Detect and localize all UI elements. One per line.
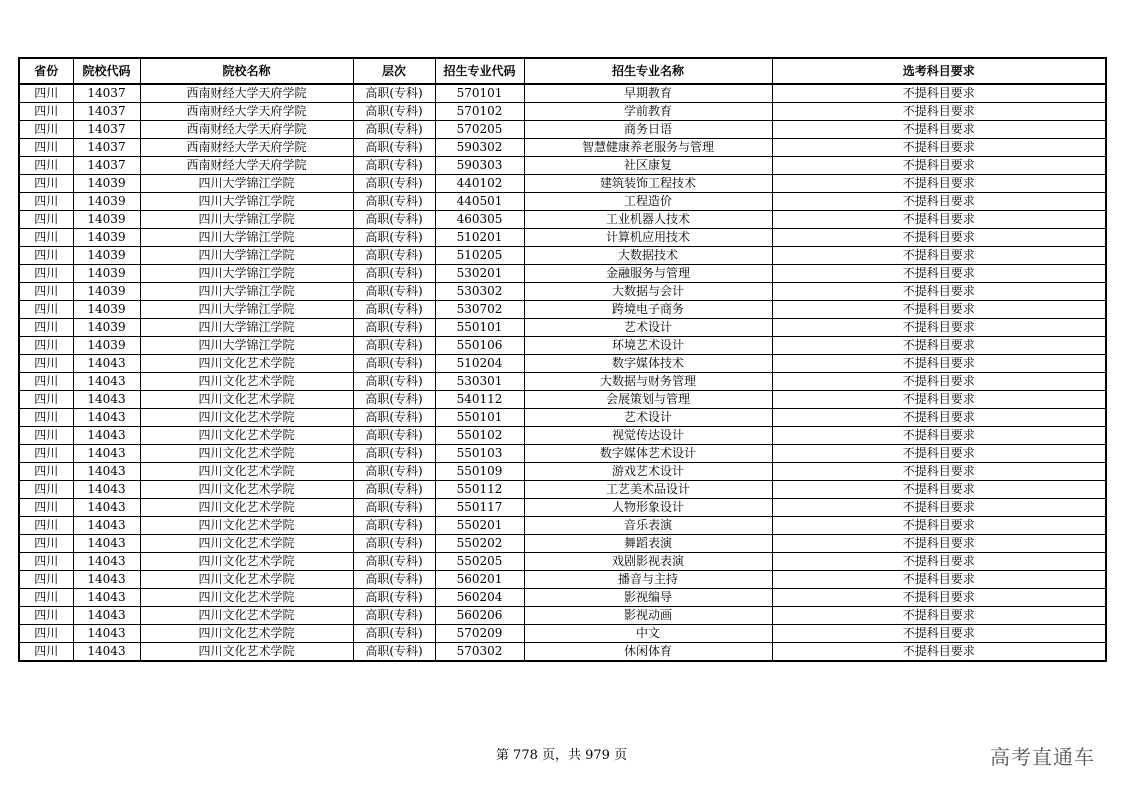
cell-province: 四川 <box>19 121 73 139</box>
cell-school-code: 14043 <box>73 409 140 427</box>
cell-level: 高职(专科) <box>353 481 435 499</box>
cell-major-name: 工程造价 <box>524 193 772 211</box>
cell-province: 四川 <box>19 319 73 337</box>
table-row <box>19 265 1106 283</box>
cell-school-name: 四川文化艺术学院 <box>140 445 353 463</box>
cell-province: 四川 <box>19 535 73 553</box>
table-row <box>19 409 1106 427</box>
cell-subject-requirement: 不提科目要求 <box>772 571 1106 589</box>
cell-school-code: 14039 <box>73 175 140 193</box>
cell-level: 高职(专科) <box>353 157 435 175</box>
cell-school-code: 14037 <box>73 139 140 157</box>
cell-school-name: 四川文化艺术学院 <box>140 535 353 553</box>
cell-major-code: 510201 <box>435 229 524 247</box>
cell-school-name: 西南财经大学天府学院 <box>140 121 353 139</box>
cell-school-code: 14039 <box>73 283 140 301</box>
header-row <box>19 58 1106 84</box>
cell-province: 四川 <box>19 391 73 409</box>
cell-province: 四川 <box>19 229 73 247</box>
cell-province: 四川 <box>19 481 73 499</box>
cell-province: 四川 <box>19 463 73 481</box>
cell-major-code: 550102 <box>435 427 524 445</box>
cell-major-name: 金融服务与管理 <box>524 265 772 283</box>
cell-subject-requirement: 不提科目要求 <box>772 337 1106 355</box>
cell-major-name: 计算机应用技术 <box>524 229 772 247</box>
cell-school-code: 14043 <box>73 625 140 643</box>
cell-school-code: 14043 <box>73 355 140 373</box>
cell-school-name: 四川文化艺术学院 <box>140 409 353 427</box>
cell-subject-requirement: 不提科目要求 <box>772 373 1106 391</box>
cell-school-code: 14043 <box>73 427 140 445</box>
cell-province: 四川 <box>19 193 73 211</box>
cell-major-code: 550202 <box>435 535 524 553</box>
cell-level: 高职(专科) <box>353 84 435 103</box>
cell-province: 四川 <box>19 445 73 463</box>
cell-subject-requirement: 不提科目要求 <box>772 463 1106 481</box>
cell-major-code: 590302 <box>435 139 524 157</box>
header-province: 省份 <box>19 58 73 84</box>
cell-school-code: 14043 <box>73 481 140 499</box>
cell-major-code: 590303 <box>435 157 524 175</box>
cell-major-code: 560201 <box>435 571 524 589</box>
cell-school-name: 四川大学锦江学院 <box>140 211 353 229</box>
cell-level: 高职(专科) <box>353 229 435 247</box>
table-row <box>19 103 1106 121</box>
cell-subject-requirement: 不提科目要求 <box>772 607 1106 625</box>
cell-school-name: 四川大学锦江学院 <box>140 229 353 247</box>
cell-major-code: 530201 <box>435 265 524 283</box>
cell-subject-requirement: 不提科目要求 <box>772 553 1106 571</box>
cell-level: 高职(专科) <box>353 283 435 301</box>
cell-subject-requirement: 不提科目要求 <box>772 193 1106 211</box>
cell-subject-requirement: 不提科目要求 <box>772 175 1106 193</box>
cell-major-name: 环境艺术设计 <box>524 337 772 355</box>
cell-major-name: 人物形象设计 <box>524 499 772 517</box>
cell-subject-requirement: 不提科目要求 <box>772 481 1106 499</box>
cell-school-code: 14039 <box>73 247 140 265</box>
cell-school-name: 四川文化艺术学院 <box>140 463 353 481</box>
table-row <box>19 553 1106 571</box>
cell-major-name: 会展策划与管理 <box>524 391 772 409</box>
cell-major-name: 戏剧影视表演 <box>524 553 772 571</box>
table-body <box>19 84 1106 661</box>
cell-school-name: 西南财经大学天府学院 <box>140 139 353 157</box>
cell-subject-requirement: 不提科目要求 <box>772 391 1106 409</box>
cell-school-code: 14043 <box>73 463 140 481</box>
cell-major-name: 影视动画 <box>524 607 772 625</box>
cell-major-name: 舞蹈表演 <box>524 535 772 553</box>
cell-major-name: 艺术设计 <box>524 409 772 427</box>
cell-province: 四川 <box>19 103 73 121</box>
table-row <box>19 643 1106 662</box>
cell-major-name: 大数据与财务管理 <box>524 373 772 391</box>
cell-level: 高职(专科) <box>353 589 435 607</box>
cell-school-name: 西南财经大学天府学院 <box>140 103 353 121</box>
cell-level: 高职(专科) <box>353 211 435 229</box>
cell-major-code: 540112 <box>435 391 524 409</box>
cell-major-name: 社区康复 <box>524 157 772 175</box>
cell-major-code: 560206 <box>435 607 524 625</box>
table-row <box>19 229 1106 247</box>
cell-province: 四川 <box>19 427 73 445</box>
cell-school-code: 14037 <box>73 121 140 139</box>
cell-major-code: 550205 <box>435 553 524 571</box>
cell-subject-requirement: 不提科目要求 <box>772 103 1106 121</box>
table-row <box>19 427 1106 445</box>
cell-major-name: 中文 <box>524 625 772 643</box>
cell-subject-requirement: 不提科目要求 <box>772 211 1106 229</box>
cell-school-code: 14037 <box>73 84 140 103</box>
cell-subject-requirement: 不提科目要求 <box>772 229 1106 247</box>
cell-subject-requirement: 不提科目要求 <box>772 625 1106 643</box>
cell-major-code: 550201 <box>435 517 524 535</box>
cell-school-code: 14043 <box>73 445 140 463</box>
cell-school-name: 四川文化艺术学院 <box>140 625 353 643</box>
cell-school-code: 14043 <box>73 643 140 662</box>
header-major-name: 招生专业名称 <box>524 58 772 84</box>
cell-level: 高职(专科) <box>353 445 435 463</box>
cell-subject-requirement: 不提科目要求 <box>772 517 1106 535</box>
cell-major-name: 大数据技术 <box>524 247 772 265</box>
cell-level: 高职(专科) <box>353 607 435 625</box>
cell-school-code: 14043 <box>73 499 140 517</box>
cell-subject-requirement: 不提科目要求 <box>772 84 1106 103</box>
cell-major-code: 510205 <box>435 247 524 265</box>
cell-level: 高职(专科) <box>353 103 435 121</box>
cell-school-name: 四川文化艺术学院 <box>140 589 353 607</box>
cell-subject-requirement: 不提科目要求 <box>772 301 1106 319</box>
cell-major-code: 550103 <box>435 445 524 463</box>
cell-subject-requirement: 不提科目要求 <box>772 589 1106 607</box>
cell-school-name: 四川文化艺术学院 <box>140 391 353 409</box>
cell-school-code: 14043 <box>73 553 140 571</box>
cell-level: 高职(专科) <box>353 517 435 535</box>
cell-province: 四川 <box>19 247 73 265</box>
table-row <box>19 157 1106 175</box>
cell-province: 四川 <box>19 499 73 517</box>
cell-school-code: 14043 <box>73 571 140 589</box>
cell-school-code: 14043 <box>73 535 140 553</box>
cell-subject-requirement: 不提科目要求 <box>772 157 1106 175</box>
cell-school-name: 四川文化艺术学院 <box>140 481 353 499</box>
cell-school-name: 四川大学锦江学院 <box>140 319 353 337</box>
cell-province: 四川 <box>19 517 73 535</box>
cell-level: 高职(专科) <box>353 355 435 373</box>
table-row <box>19 463 1106 481</box>
cell-school-name: 四川文化艺术学院 <box>140 517 353 535</box>
cell-subject-requirement: 不提科目要求 <box>772 121 1106 139</box>
cell-school-code: 14043 <box>73 517 140 535</box>
table-row <box>19 517 1106 535</box>
admission-table <box>18 57 1107 662</box>
cell-major-name: 早期教育 <box>524 84 772 103</box>
cell-subject-requirement: 不提科目要求 <box>772 247 1106 265</box>
cell-major-name: 大数据与会计 <box>524 283 772 301</box>
table-row <box>19 373 1106 391</box>
cell-subject-requirement: 不提科目要求 <box>772 535 1106 553</box>
cell-level: 高职(专科) <box>353 553 435 571</box>
table-row <box>19 301 1106 319</box>
cell-school-code: 14039 <box>73 337 140 355</box>
cell-school-name: 四川大学锦江学院 <box>140 175 353 193</box>
cell-major-name: 数字媒体艺术设计 <box>524 445 772 463</box>
cell-major-code: 550109 <box>435 463 524 481</box>
cell-level: 高职(专科) <box>353 175 435 193</box>
cell-school-code: 14043 <box>73 607 140 625</box>
cell-province: 四川 <box>19 175 73 193</box>
cell-major-name: 学前教育 <box>524 103 772 121</box>
cell-school-name: 西南财经大学天府学院 <box>140 157 353 175</box>
table-row <box>19 499 1106 517</box>
cell-level: 高职(专科) <box>353 139 435 157</box>
cell-major-name: 智慧健康养老服务与管理 <box>524 139 772 157</box>
table-row <box>19 625 1106 643</box>
cell-school-name: 西南财经大学天府学院 <box>140 84 353 103</box>
cell-major-code: 570102 <box>435 103 524 121</box>
cell-province: 四川 <box>19 643 73 662</box>
cell-school-name: 四川大学锦江学院 <box>140 283 353 301</box>
cell-level: 高职(专科) <box>353 571 435 589</box>
header-subject-requirement: 选考科目要求 <box>772 58 1106 84</box>
cell-level: 高职(专科) <box>353 247 435 265</box>
cell-school-code: 14037 <box>73 157 140 175</box>
cell-school-name: 四川文化艺术学院 <box>140 355 353 373</box>
cell-subject-requirement: 不提科目要求 <box>772 643 1106 662</box>
cell-province: 四川 <box>19 157 73 175</box>
cell-level: 高职(专科) <box>353 337 435 355</box>
cell-school-name: 四川文化艺术学院 <box>140 499 353 517</box>
cell-school-name: 四川大学锦江学院 <box>140 337 353 355</box>
cell-level: 高职(专科) <box>353 391 435 409</box>
cell-major-name: 建筑装饰工程技术 <box>524 175 772 193</box>
table-row <box>19 84 1106 103</box>
cell-major-code: 530301 <box>435 373 524 391</box>
cell-province: 四川 <box>19 625 73 643</box>
cell-major-code: 440501 <box>435 193 524 211</box>
cell-major-code: 570209 <box>435 625 524 643</box>
cell-level: 高职(专科) <box>353 625 435 643</box>
cell-subject-requirement: 不提科目要求 <box>772 427 1106 445</box>
cell-subject-requirement: 不提科目要求 <box>772 139 1106 157</box>
cell-province: 四川 <box>19 553 73 571</box>
cell-major-name: 影视编导 <box>524 589 772 607</box>
cell-subject-requirement: 不提科目要求 <box>772 445 1106 463</box>
cell-level: 高职(专科) <box>353 319 435 337</box>
cell-level: 高职(专科) <box>353 373 435 391</box>
cell-province: 四川 <box>19 139 73 157</box>
table-row <box>19 211 1106 229</box>
cell-school-name: 四川文化艺术学院 <box>140 607 353 625</box>
cell-level: 高职(专科) <box>353 643 435 662</box>
cell-province: 四川 <box>19 571 73 589</box>
cell-province: 四川 <box>19 283 73 301</box>
cell-school-name: 四川文化艺术学院 <box>140 553 353 571</box>
cell-school-code: 14037 <box>73 103 140 121</box>
cell-province: 四川 <box>19 265 73 283</box>
cell-major-code: 560204 <box>435 589 524 607</box>
cell-major-code: 530702 <box>435 301 524 319</box>
table-row <box>19 283 1106 301</box>
table-row <box>19 175 1106 193</box>
cell-school-name: 四川文化艺术学院 <box>140 427 353 445</box>
table-row <box>19 607 1106 625</box>
table-row <box>19 571 1106 589</box>
cell-subject-requirement: 不提科目要求 <box>772 283 1106 301</box>
cell-province: 四川 <box>19 409 73 427</box>
cell-level: 高职(专科) <box>353 427 435 445</box>
cell-province: 四川 <box>19 589 73 607</box>
page-number: 第 778 页，共 979 页 <box>495 748 628 763</box>
cell-major-name: 跨境电子商务 <box>524 301 772 319</box>
cell-major-name: 工业机器人技术 <box>524 211 772 229</box>
header-school-code: 院校代码 <box>73 58 140 84</box>
cell-school-code: 14039 <box>73 319 140 337</box>
cell-school-name: 四川大学锦江学院 <box>140 265 353 283</box>
cell-school-name: 四川大学锦江学院 <box>140 301 353 319</box>
header-level: 层次 <box>353 58 435 84</box>
table-row <box>19 589 1106 607</box>
table-row <box>19 247 1106 265</box>
table-row <box>19 193 1106 211</box>
cell-province: 四川 <box>19 84 73 103</box>
table-row <box>19 337 1106 355</box>
cell-province: 四川 <box>19 301 73 319</box>
cell-province: 四川 <box>19 607 73 625</box>
cell-school-code: 14039 <box>73 301 140 319</box>
cell-subject-requirement: 不提科目要求 <box>772 265 1106 283</box>
watermark-logo: 高考直通车 <box>990 745 1095 769</box>
cell-major-code: 460305 <box>435 211 524 229</box>
cell-level: 高职(专科) <box>353 499 435 517</box>
cell-school-name: 四川文化艺术学院 <box>140 643 353 662</box>
cell-major-name: 数字媒体技术 <box>524 355 772 373</box>
table-row <box>19 139 1106 157</box>
cell-school-name: 四川文化艺术学院 <box>140 571 353 589</box>
cell-major-name: 音乐表演 <box>524 517 772 535</box>
table-row <box>19 391 1106 409</box>
cell-school-name: 四川大学锦江学院 <box>140 193 353 211</box>
header-major-code: 招生专业代码 <box>435 58 524 84</box>
cell-school-code: 14039 <box>73 229 140 247</box>
cell-major-code: 510204 <box>435 355 524 373</box>
cell-province: 四川 <box>19 337 73 355</box>
cell-province: 四川 <box>19 355 73 373</box>
table-row <box>19 445 1106 463</box>
cell-major-name: 视觉传达设计 <box>524 427 772 445</box>
cell-major-code: 550117 <box>435 499 524 517</box>
cell-level: 高职(专科) <box>353 121 435 139</box>
header-school-name: 院校名称 <box>140 58 353 84</box>
cell-subject-requirement: 不提科目要求 <box>772 355 1106 373</box>
cell-province: 四川 <box>19 211 73 229</box>
cell-major-name: 播音与主持 <box>524 571 772 589</box>
cell-level: 高职(专科) <box>353 535 435 553</box>
cell-major-name: 游戏艺术设计 <box>524 463 772 481</box>
cell-major-code: 570302 <box>435 643 524 662</box>
cell-major-code: 550101 <box>435 409 524 427</box>
cell-major-name: 艺术设计 <box>524 319 772 337</box>
cell-major-code: 550112 <box>435 481 524 499</box>
table-row <box>19 121 1106 139</box>
cell-school-code: 14043 <box>73 391 140 409</box>
cell-major-name: 商务日语 <box>524 121 772 139</box>
cell-major-code: 440102 <box>435 175 524 193</box>
cell-major-name: 工艺美术品设计 <box>524 481 772 499</box>
cell-major-code: 570205 <box>435 121 524 139</box>
cell-school-name: 四川文化艺术学院 <box>140 373 353 391</box>
cell-school-name: 四川大学锦江学院 <box>140 247 353 265</box>
cell-level: 高职(专科) <box>353 193 435 211</box>
cell-subject-requirement: 不提科目要求 <box>772 409 1106 427</box>
cell-level: 高职(专科) <box>353 463 435 481</box>
cell-major-name: 休闲体育 <box>524 643 772 662</box>
cell-school-code: 14039 <box>73 211 140 229</box>
cell-level: 高职(专科) <box>353 301 435 319</box>
cell-province: 四川 <box>19 373 73 391</box>
cell-level: 高职(专科) <box>353 409 435 427</box>
cell-school-code: 14043 <box>73 589 140 607</box>
cell-school-code: 14039 <box>73 265 140 283</box>
cell-major-code: 550106 <box>435 337 524 355</box>
cell-major-code: 550101 <box>435 319 524 337</box>
table-row <box>19 355 1106 373</box>
table-row <box>19 319 1106 337</box>
table-row <box>19 481 1106 499</box>
cell-school-code: 14043 <box>73 373 140 391</box>
cell-major-code: 530302 <box>435 283 524 301</box>
cell-level: 高职(专科) <box>353 265 435 283</box>
cell-major-code: 570101 <box>435 84 524 103</box>
table-row <box>19 535 1106 553</box>
cell-school-code: 14039 <box>73 193 140 211</box>
cell-subject-requirement: 不提科目要求 <box>772 499 1106 517</box>
cell-subject-requirement: 不提科目要求 <box>772 319 1106 337</box>
